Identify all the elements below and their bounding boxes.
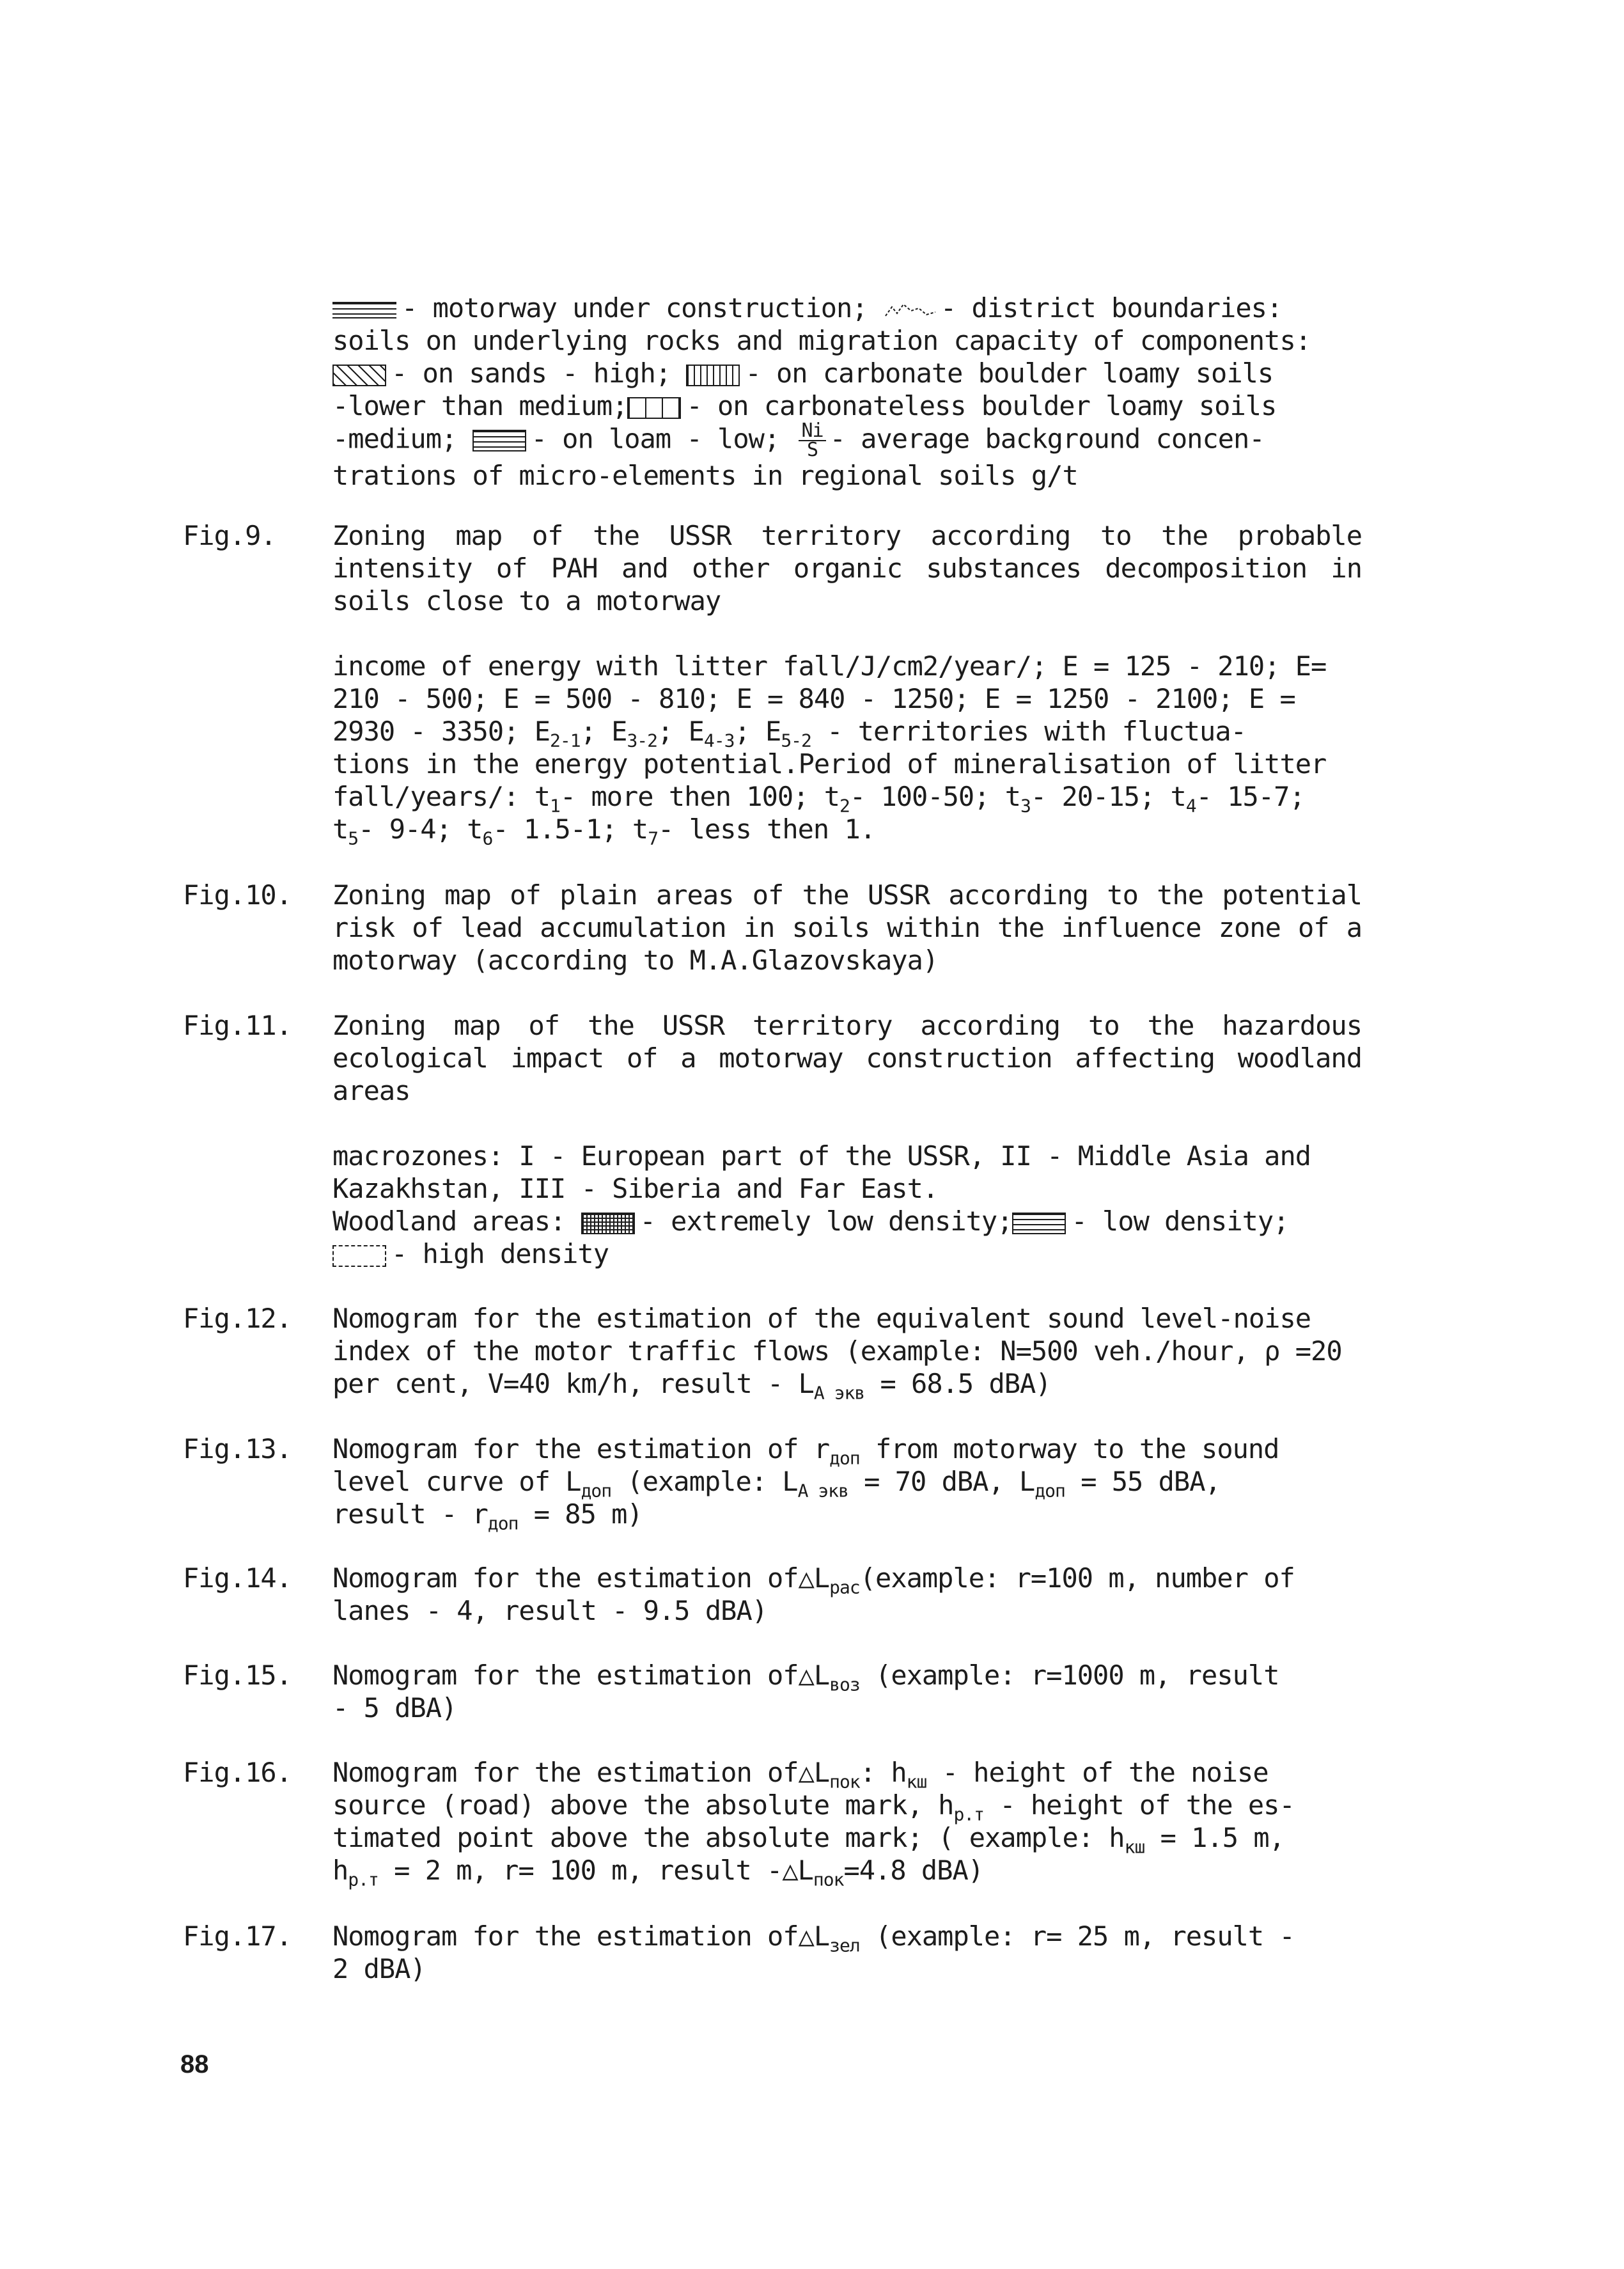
fig10-caption-text: Zoning map of plain areas of the USSR according to the potential risk of lead accumulation in soils within the influence zone of a motorway (according to M.A.Glazovskaya) bbox=[332, 879, 1362, 976]
fig9-legend-line-2: 210 - 500; E = 500 - 810; E = 840 - 1250; E = 1250 - 2100; E = bbox=[332, 683, 1295, 714]
page-number: 88 bbox=[180, 2050, 209, 2078]
fig9-label: Fig.9. bbox=[183, 520, 276, 551]
fig13-caption-text: Nomogram for the estimation of $r_{доп}$ from motorway to the sound level curve of $L_{доп}$ (example: $L_{A экв} = 70$ dBA, $L_{доп} = 55$ dBA, result - $r_{доп} = 85$ m) bbox=[332, 1433, 1279, 1534]
legend-line-3: - on sands - high; - on carbonate boulder loamy soils bbox=[332, 357, 1362, 389]
fig9-legend-line-4: tions in the energy potential.Period of mineralisation of litter bbox=[332, 748, 1327, 780]
fig11-legend-line-3: Woodland areas: - extremely low density; - low density; bbox=[332, 1205, 1289, 1237]
legend-line-2: soils on underlying rocks and migration capacity of components: bbox=[332, 325, 1311, 356]
fig9-legend-line-5: fall/years/: $t_1-$ more then 100; $t_2-$ 100-50; $t_3-$ 20-15; $t_4-$ 15-7; bbox=[332, 781, 1305, 817]
fig15-caption-text: Nomogram for the estimation $of\triangle L_{воз}$ (example: r=1000 m, result - 5 dBA) bbox=[332, 1660, 1279, 1723]
high-migration-swatch bbox=[332, 365, 386, 386]
fig11-legend-line-1: macrozones: I - European part of the USSR, II - Middle Asia and bbox=[332, 1140, 1311, 1172]
fig17-caption-text: Nomogram for the estimation $of\triangle L_{зел}$ (example: r= 25 m, result - 2 dBA) bbox=[332, 1920, 1295, 1984]
fig14-label: Fig.14. bbox=[183, 1562, 292, 1594]
legend-line-5: -medium; - on loam - low; $\frac{Ni}{S}$ - average background concen- bbox=[332, 420, 1265, 461]
low-density-swatch bbox=[1012, 1213, 1066, 1234]
fig11-legend bbox=[332, 1140, 1362, 1270]
fig11-legend-line-2: Kazakhstan, III - Siberia and Far East. bbox=[332, 1173, 939, 1204]
fig9-legend-line-3: 2930 - 3350; $E_{2-1}$; $E_{3-2}$; $E_{4-3}$; $E_{5-2}$ - territories with fluctua- bbox=[332, 716, 1246, 751]
legend-block-top bbox=[332, 292, 1362, 492]
fig9-legend-line-1: income of energy with litter fall/J/cm2/year/; E = 125 - 210; E= bbox=[332, 650, 1327, 682]
carbonate-boulder-swatch bbox=[686, 365, 740, 386]
motorway-construction-symbol bbox=[332, 302, 396, 318]
fig11-caption-text: Zoning map of the USSR territory according to the hazardous ecological impact of a motorway construction affecting woodland areas bbox=[332, 1010, 1362, 1106]
legend-line-1: - motorway under construction; - district boundaries: bbox=[332, 292, 1362, 324]
fig16-label: Fig.16. bbox=[183, 1757, 292, 1788]
fig12-caption-text: Nomogram for the estimation of the equivalent sound level-noise index of the motor traffic flows (example: N=500 veh./hour, ρ =20 per cent, V=40 km/h, result - $L_{A экв} = 68.5$ dBA) bbox=[332, 1303, 1342, 1404]
high-density-swatch bbox=[332, 1245, 386, 1267]
carbonateless-boulder-swatch bbox=[627, 397, 681, 419]
legend-line-4: -lower than medium; - on carbonateless boulder loamy soils bbox=[332, 390, 1277, 421]
fig13-label: Fig.13. bbox=[183, 1433, 292, 1464]
fig14-caption-text: Nomogram for the estimation $of\triangle L_{рас}(example$: r=100 m, number of lanes - 4, result - 9.5 dBA) bbox=[332, 1562, 1295, 1626]
fig9-legend-line-6: $t_5-$ 9-4; $t_6-$ 1.5-1; $t_7-$ less then 1. bbox=[332, 813, 876, 849]
fig16-caption-text: Nomogram for the estimation $of\triangle L_{пок}$: $h_{кш}$ - height of the noise source (road) above the absolute mark, $h_{р.т}$ - height of the es- timated point above the absolute mark; ( example: $h_{кш} = 1.5$ m, $h_{р.т} = 2$ m, r= 100 m, result $-\triangle L_{пок}=4.8$ dBA) bbox=[332, 1757, 1295, 1890]
ni-over-s-fraction: $\frac{Ni}{S}$ bbox=[799, 422, 825, 459]
fig12-label: Fig.12. bbox=[183, 1303, 292, 1334]
fig9-caption-text: Zoning map of the USSR territory according to the probable intensity of PAH and other organic substances decomposition in soils close to a motorway bbox=[332, 520, 1362, 616]
fig17-label: Fig.17. bbox=[183, 1920, 292, 1952]
fig15-label: Fig.15. bbox=[183, 1660, 292, 1691]
loam-low-swatch bbox=[472, 430, 526, 451]
fig11-label: Fig.11. bbox=[183, 1010, 292, 1041]
fig10-label: Fig.10. bbox=[183, 879, 292, 911]
extremely-low-density-swatch bbox=[581, 1213, 635, 1234]
legend-line-6: trations of micro-elements in regional soils g/t bbox=[332, 460, 1078, 491]
fig9-legend bbox=[332, 650, 1362, 849]
fig11-legend-line-4: - high density bbox=[332, 1237, 1362, 1270]
district-boundary-icon bbox=[883, 301, 941, 320]
